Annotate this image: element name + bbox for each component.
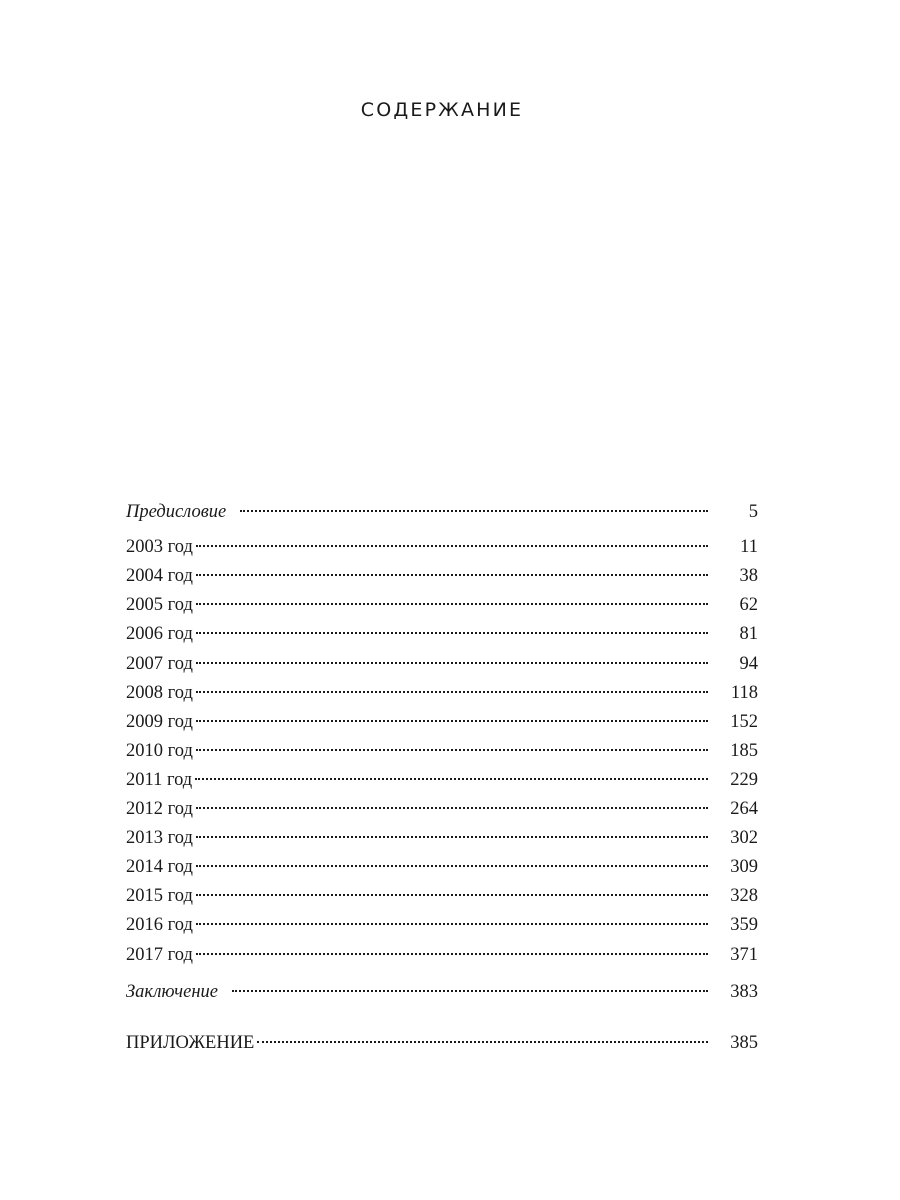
toc-leader-dots xyxy=(196,836,708,838)
toc-leader-dots xyxy=(257,1041,708,1043)
toc-entry-page: 383 xyxy=(730,982,758,1002)
toc-leader-dots xyxy=(196,545,708,547)
toc-entry-2010[interactable] xyxy=(126,739,758,763)
toc-entry-2012[interactable] xyxy=(126,797,758,821)
toc-leader-dots xyxy=(240,510,708,512)
toc-entry-page: 309 xyxy=(730,857,758,877)
toc-leader-dots xyxy=(232,990,708,992)
toc-entry-label: ПРИЛОЖЕНИЕ xyxy=(126,1033,255,1053)
toc-leader-dots xyxy=(196,923,708,925)
toc-entry-2009[interactable] xyxy=(126,710,758,734)
toc-entry-2016[interactable] xyxy=(126,913,758,937)
toc-entry-2006[interactable] xyxy=(126,622,758,646)
toc-entry-page: 185 xyxy=(730,741,758,761)
toc-entry-label: 2017 год xyxy=(126,945,193,965)
toc-entry-2008[interactable] xyxy=(126,681,758,705)
toc-entry-label: 2013 год xyxy=(126,828,193,848)
toc-leader-dots xyxy=(196,807,708,809)
toc-leader-dots xyxy=(195,778,708,780)
toc-entry-label: 2004 год xyxy=(126,566,193,586)
toc-entry-2015[interactable] xyxy=(126,884,758,908)
toc-entry-page: 264 xyxy=(730,799,758,819)
toc-leader-dots xyxy=(196,865,708,867)
toc-entry-label: 2008 год xyxy=(126,683,193,703)
toc-entry-page: 302 xyxy=(730,828,758,848)
toc-entry-page: 11 xyxy=(740,537,758,557)
toc-leader-dots xyxy=(196,720,708,722)
toc-entry-label: Предисловие xyxy=(126,502,227,522)
toc-entry-page: 371 xyxy=(730,945,758,965)
toc-entry-page: 118 xyxy=(730,683,758,703)
toc-leader-dots xyxy=(196,603,708,605)
toc-entry-page: 5 xyxy=(748,502,758,522)
toc-entry-2003[interactable] xyxy=(126,535,758,559)
toc-leader-dots xyxy=(196,662,708,664)
toc-entry-page: 385 xyxy=(730,1033,758,1053)
toc-leader-dots xyxy=(196,691,708,693)
toc-entry-page: 328 xyxy=(730,886,758,906)
toc-entry-page: 229 xyxy=(730,770,758,790)
toc-entry-preface[interactable] xyxy=(126,500,758,524)
toc-leader-dots xyxy=(196,953,708,955)
toc-entry-label: Заключение xyxy=(126,982,218,1002)
toc-entry-2005[interactable] xyxy=(126,593,758,617)
toc-entry-label: 2003 год xyxy=(126,537,193,557)
toc-entry-label: 2016 год xyxy=(126,915,193,935)
toc-entry-2017[interactable] xyxy=(126,943,758,967)
page-title: СОДЕРЖАНИЕ xyxy=(360,99,524,121)
toc-entry-page: 38 xyxy=(739,566,758,586)
toc-entry-label: 2005 год xyxy=(126,595,193,615)
toc-entry-label: 2010 год xyxy=(126,741,193,761)
toc-entry-label: 2012 год xyxy=(126,799,193,819)
toc-entry-label: 2014 год xyxy=(126,857,193,877)
toc-leader-dots xyxy=(196,749,708,751)
toc-entry-2004[interactable] xyxy=(126,564,758,588)
toc-leader-dots xyxy=(196,574,708,576)
toc-entry-label: 2007 год xyxy=(126,654,193,674)
toc-entry-page: 62 xyxy=(739,595,758,615)
toc-entry-label: 2015 год xyxy=(126,886,193,906)
toc-entry-label: 2006 год xyxy=(126,624,193,644)
toc-entry-page: 81 xyxy=(739,624,758,644)
toc-entry-2011[interactable] xyxy=(126,768,758,792)
toc-leader-dots xyxy=(196,632,708,634)
toc-entry-page: 359 xyxy=(730,915,758,935)
toc-entry-page: 94 xyxy=(739,654,758,674)
toc-entry-2013[interactable] xyxy=(126,826,758,850)
toc-entry-label: 2011 год xyxy=(126,770,193,790)
toc-entry-conclusion[interactable] xyxy=(126,980,758,1004)
toc-leader-dots xyxy=(196,894,708,896)
toc-entry-page: 152 xyxy=(730,712,758,732)
toc-entry-label: 2009 год xyxy=(126,712,193,732)
toc-entry-2007[interactable] xyxy=(126,652,758,676)
toc-entry-appendix[interactable] xyxy=(126,1031,758,1055)
toc-entry-2014[interactable] xyxy=(126,855,758,879)
